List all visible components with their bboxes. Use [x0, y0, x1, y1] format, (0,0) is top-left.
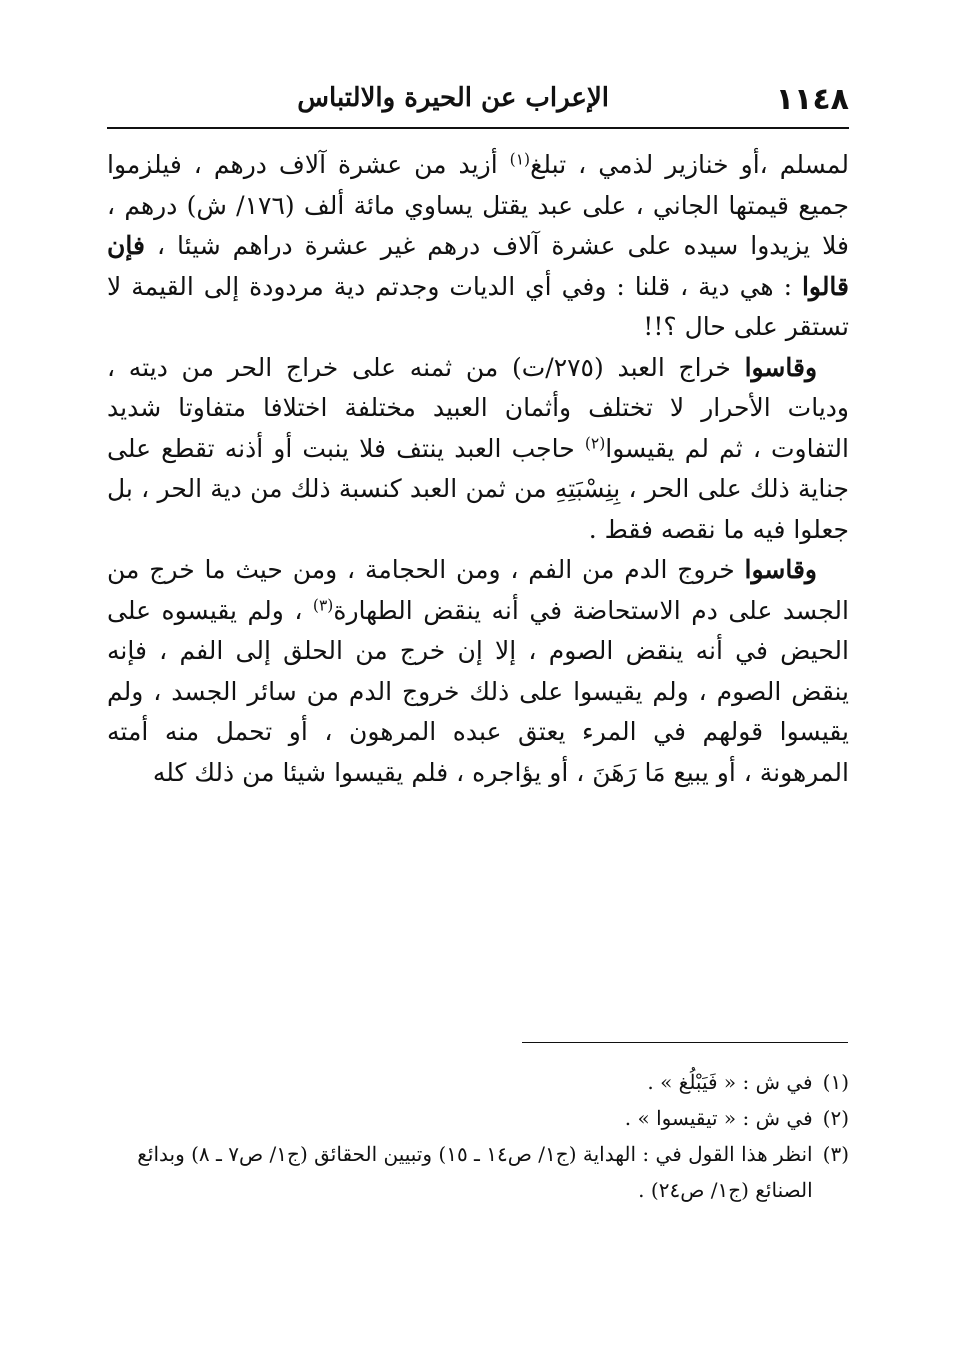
page-header [107, 78, 849, 130]
text-run: لمسلم ،أو خنازير لذمي ، تبلغ [530, 150, 850, 179]
page-number: ١١٤٨ [775, 82, 849, 117]
lead-phrase: وقاسوا [744, 555, 817, 584]
text-run: أزيد من عشرة آلاف درهم ، فيلزموا جميع قيمتها الجاني ، على عبد يقتل يساوي مائة ألف (١٧٦/ ش) درهم ، فلا يزيدوا سيده على عشرة آلاف درهم غير عشرة دراهم شيئا ، [107, 150, 849, 260]
footnote-number: (١) [822, 1070, 849, 1094]
footnote [107, 1064, 849, 1100]
footnote-reference: (٣) [312, 595, 334, 614]
footnote-reference: (٢) [584, 433, 606, 452]
running-title: الإعراب عن الحيرة والالتباس [297, 83, 609, 113]
lead-phrase: وقاسوا [744, 352, 818, 382]
footnote-number: (٣) [822, 1142, 849, 1166]
paragraph [107, 145, 849, 348]
footnote-text: في ش : « تيقيسوا » . [624, 1106, 813, 1130]
text-run: ، ولم يقيسوه على الحيض في أنه ينقض الصوم ، إلا إن خرج من الحلق إلى الفم ، فإنه ينقض الصوم ، ولم يقيسوا على ذلك خروج الدم من سائر الجسد ، ولم يقيسوا قولهم في المرء يعتق عبده المرهون ، أو تحمل منه أمته المرهونة ، أو يبيع مَا رَهَنَ ، أو يؤاجره ، فلم يقيسوا شيئا من ذلك كله [107, 595, 849, 787]
footnote-number: (٢) [822, 1106, 849, 1130]
footnote-separator [522, 1042, 848, 1043]
footnote-reference: (١) [509, 150, 531, 169]
paragraph [107, 348, 849, 551]
main-text [107, 145, 849, 793]
paragraph [107, 550, 849, 793]
footnote-text: في ش : « فَيَبْلُغ » . [647, 1070, 813, 1094]
footnotes [107, 1064, 849, 1208]
lead-phrase: فإن قالوا [107, 231, 849, 301]
footnote [107, 1136, 849, 1208]
text-run: خراج العبد (٢٧٥/ت) من ثمنه على خراج الحر من ديته ، وديات الأحرار لا تختلف وأثمان العبيد مختلفة اختلافا متفاوتا شديد التفاوت ، ثم لم يقيسوا [107, 352, 849, 463]
header-rule [107, 127, 849, 129]
text-run: : هي دية ، قلنا : وفي أي الديات وجدتم دية مردودة إلى القيمة لا تستقر على حال ؟!! [107, 271, 849, 341]
footnote [107, 1100, 849, 1136]
footnote-text: انظر هذا القول في : الهداية (ج١/ ص١٤ ـ ١٥) وتبيين الحقائق (ج١/ ص٧ ـ ٨) وبدائع الصنائع (ج١/ ص٢٤) . [137, 1142, 813, 1202]
text-run: حاجب العبد ينتف فلا ينبت أو أذنه تقطع على جناية ذلك على الحر ، بِنِسْبَتِهِ من ثمن العبد كنسبة ذلك من دية الحر ، بل جعلوا فيه ما نقصه فقط . [107, 433, 849, 544]
text-run: خروج الدم من الفم ، ومن الحجامة ، ومن حيث ما خرج من الجسد على دم الاستحاضة في أنه ينقض الطهارة [107, 555, 849, 625]
